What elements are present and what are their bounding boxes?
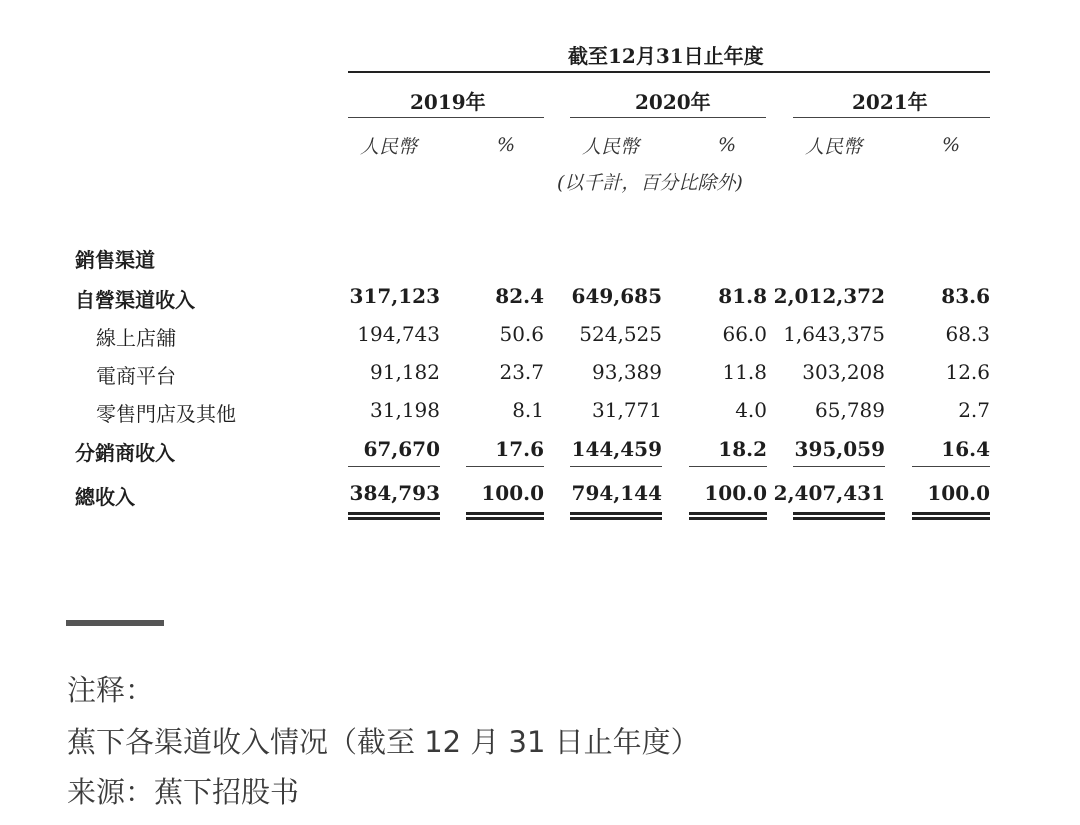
table-cell: 100.0 bbox=[704, 481, 767, 505]
table-cell: 649,685 bbox=[571, 284, 662, 308]
subtotal-rule bbox=[466, 466, 544, 467]
table-cell: 81.8 bbox=[718, 284, 767, 308]
percent-label-2020: % bbox=[718, 134, 737, 156]
table-cell: 65,789 bbox=[815, 398, 885, 422]
table-cell: 91,182 bbox=[370, 360, 440, 384]
row-label: 自營渠道收入 bbox=[75, 288, 195, 312]
subtotal-rule bbox=[570, 466, 662, 467]
table-cell: 93,389 bbox=[592, 360, 662, 384]
section-header: 銷售渠道 bbox=[75, 248, 155, 272]
total-double-rule bbox=[689, 512, 767, 520]
table-cell: 12.6 bbox=[945, 360, 990, 384]
table-cell: 31,771 bbox=[592, 398, 662, 422]
year-rule-2019 bbox=[348, 117, 544, 118]
table-cell: 23.7 bbox=[499, 360, 544, 384]
total-double-rule bbox=[466, 512, 544, 520]
table-cell: 17.6 bbox=[495, 437, 544, 461]
note-divider-bar bbox=[66, 620, 164, 626]
table-cell: 100.0 bbox=[927, 481, 990, 505]
percent-label-2021: % bbox=[942, 134, 961, 156]
table-cell: 8.1 bbox=[512, 398, 544, 422]
table-cell: 82.4 bbox=[495, 284, 544, 308]
table-cell: 68.3 bbox=[945, 322, 990, 346]
period-header: 截至12月31日止年度 bbox=[568, 44, 764, 68]
year-header-2019: 2019年 bbox=[410, 90, 486, 114]
table-cell: 83.6 bbox=[941, 284, 990, 308]
total-double-rule bbox=[912, 512, 990, 520]
table-cell: 194,743 bbox=[357, 322, 440, 346]
table-cell: 524,525 bbox=[579, 322, 662, 346]
table-cell: 317,123 bbox=[349, 284, 440, 308]
table-cell: 395,059 bbox=[794, 437, 885, 461]
unit-note: (以千計，百分比除外) bbox=[557, 172, 743, 194]
table-cell: 66.0 bbox=[722, 322, 767, 346]
year-rule-2021 bbox=[793, 117, 990, 118]
subtotal-rule bbox=[793, 466, 885, 467]
table-cell: 11.8 bbox=[722, 360, 767, 384]
total-double-rule bbox=[348, 512, 440, 520]
period-header-rule bbox=[348, 71, 990, 73]
year-header-2021: 2021年 bbox=[852, 90, 928, 114]
total-double-rule bbox=[793, 512, 885, 520]
table-cell: 144,459 bbox=[571, 437, 662, 461]
note-source: 来源：蕉下招股书 bbox=[67, 775, 300, 809]
subtotal-rule bbox=[689, 466, 767, 467]
table-cell: 100.0 bbox=[481, 481, 544, 505]
table-cell: 2,012,372 bbox=[773, 284, 885, 308]
row-label: 總收入 bbox=[75, 485, 135, 509]
currency-label-2020: 人民幣 bbox=[582, 136, 640, 158]
table-cell: 2.7 bbox=[958, 398, 990, 422]
table-cell: 1,643,375 bbox=[783, 322, 885, 346]
percent-label-2019: % bbox=[497, 134, 516, 156]
row-label: 電商平台 bbox=[96, 364, 176, 388]
total-double-rule bbox=[570, 512, 662, 520]
table-cell: 50.6 bbox=[499, 322, 544, 346]
table-cell: 16.4 bbox=[941, 437, 990, 461]
table-cell: 4.0 bbox=[735, 398, 767, 422]
row-label: 分銷商收入 bbox=[75, 441, 175, 465]
note-heading: 注释： bbox=[67, 673, 155, 707]
currency-label-2021: 人民幣 bbox=[805, 136, 863, 158]
table-cell: 2,407,431 bbox=[773, 481, 885, 505]
row-label: 零售門店及其他 bbox=[96, 402, 236, 426]
table-cell: 303,208 bbox=[802, 360, 885, 384]
table-cell: 31,198 bbox=[370, 398, 440, 422]
table-cell: 384,793 bbox=[349, 481, 440, 505]
subtotal-rule bbox=[912, 466, 990, 467]
table-cell: 794,144 bbox=[571, 481, 662, 505]
subtotal-rule bbox=[348, 466, 440, 467]
table-cell: 18.2 bbox=[718, 437, 767, 461]
year-rule-2020 bbox=[570, 117, 766, 118]
table-cell: 67,670 bbox=[363, 437, 440, 461]
row-label: 線上店舖 bbox=[96, 326, 176, 350]
note-caption: 蕉下各渠道收入情况（截至 12 月 31 日止年度） bbox=[67, 725, 700, 759]
currency-label-2019: 人民幣 bbox=[360, 136, 418, 158]
year-header-2020: 2020年 bbox=[635, 90, 711, 114]
